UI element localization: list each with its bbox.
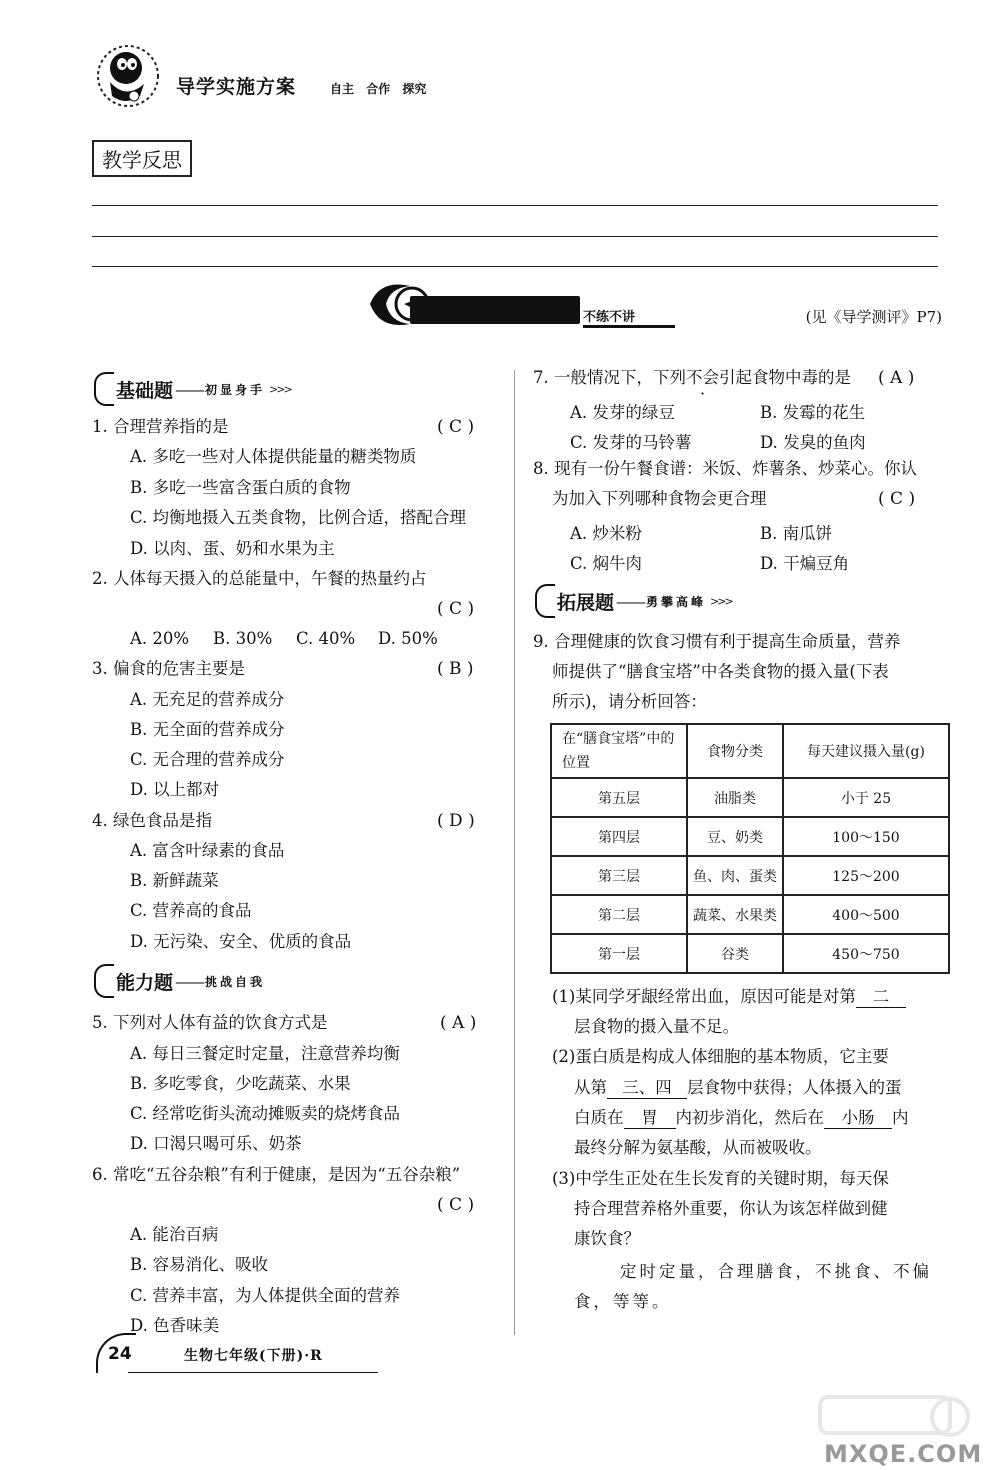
option: C. 焖牛肉 [570,554,643,573]
answer: ( A ) [440,1013,477,1033]
table-header-row [551,724,949,778]
option: B. 多吃一些富含蛋白质的食物 [130,478,351,497]
table-cell: 125～200 [783,856,949,895]
table-cell: 蔬菜、水果类 [687,895,783,934]
table-cell: 100～150 [783,817,949,856]
section-subtitle: 勇攀高峰 [646,594,707,609]
option: B. 30% [213,629,273,648]
section-dash: —— [175,379,204,399]
footer-rule [128,1372,378,1373]
option: D. 口渴只喝可乐、奶茶 [130,1134,302,1153]
column-divider [514,370,515,1335]
option: D. 50% [378,629,438,648]
fill-blank: 二 [856,987,906,1008]
question-stem: 所示)，请分析回答： [552,692,707,711]
section-subtitle: 初显身手 [205,382,266,397]
option: A. 炒米粉 [570,524,642,543]
section-header-basic [94,372,291,406]
option: D. 以上都对 [130,780,220,799]
answer: ( C ) [437,417,475,437]
table-row [551,934,949,973]
sub-question-3-cont: 康饮食？ [574,1229,640,1248]
brand-title: 导学实施方案 [176,76,297,98]
table-header: 在“膳食宝塔”中的位置 [551,724,687,778]
table-cell: 第四层 [551,817,687,856]
option: D. 发臭的鱼肉 [760,433,866,452]
sub-question-2-cont: 从第 三、四 层食物中获得；人体摄入的蛋 [574,1078,902,1097]
option: D. 以肉、蛋、奶和水果为主 [130,539,335,558]
section-title: 基础题 [116,379,174,402]
option: D. 色香味美 [130,1316,220,1335]
reflection-line [92,236,938,237]
chevrons-icon: >>> [269,382,291,396]
option: C. 营养丰富，为人体提供全面的营养 [130,1286,401,1305]
brand-tagline: 自主 合作 探究 [330,82,427,96]
option: A. 无充足的营养成分 [130,690,285,709]
page-number: 24 [108,1344,132,1364]
reflection-line [92,266,938,267]
table-cell: 谷类 [687,934,783,973]
option: B. 南瓜饼 [760,524,833,543]
question-stem: 2. 人体每天摄入的总能量中，午餐的热量约占 [92,569,427,588]
answer: ( A ) [878,368,915,388]
chevrons-icon: >>> [710,594,732,608]
reflection-label: 教学反思 [92,140,192,177]
table-cell: 450～750 [783,934,949,973]
book-title: 生物七年级(下册)·R [184,1348,323,1364]
option: A. 每日三餐定时定量，注意营养均衡 [130,1044,400,1063]
sub-question-2-cont: 白质在 胃 内初步消化，然后在 小肠 内 [574,1108,909,1127]
table-cell: 小于 25 [783,778,949,817]
fill-blank: 小肠 [824,1108,892,1129]
section-header-ability [94,964,265,998]
section-subtitle: 挑战自我 [205,974,266,989]
banner-label: 不练不讲 [583,306,675,328]
option: A. 20% [130,629,190,648]
section-curl-icon [94,372,114,406]
reflection-line [92,205,938,206]
option: C. 40% [296,629,356,648]
answer: ( B ) [437,659,474,679]
question-stem: 5. 下列对人体有益的饮食方式是 [92,1013,328,1032]
question-stem: 9. 合理健康的饮食习惯有利于提高生命质量，营养 [533,632,901,651]
table-header: 食物分类 [687,724,783,778]
table-cell: 鱼、肉、蛋类 [687,856,783,895]
table-cell: 400～500 [783,895,949,934]
table-cell: 油脂类 [687,778,783,817]
answer: ( D ) [437,811,475,831]
question-stem: 8. 现有一份午餐食谱：米饭、炸薯条、炒菜心。你认 [533,459,917,478]
section-curl-icon [535,584,555,618]
answer: ( C ) [437,1195,475,1215]
option: A. 发芽的绿豆 [570,403,675,422]
table-cell: 第二层 [551,895,687,934]
fill-blank: 三、四 [607,1078,687,1099]
banner-bar [410,296,580,324]
answer: ( C ) [878,489,916,509]
sub-question-1-cont: 层食物的摄入量不足。 [574,1017,739,1036]
handwritten-answer: 定时定量，合理膳食，不挑食、不偏 [620,1262,932,1281]
section-dash: —— [175,971,204,991]
sub-question-2-cont: 最终分解为氨基酸，从而被吸收。 [574,1138,822,1157]
option: B. 发霉的花生 [760,403,866,422]
table-cell: 第五层 [551,778,687,817]
table-cell: 豆、奶类 [687,817,783,856]
table-row [551,895,949,934]
handwritten-answer: 食，等等。 [574,1292,672,1311]
food-pyramid-table [550,723,950,974]
option: C. 经常吃街头流动摊贩卖的烧烤食品 [130,1104,401,1123]
sub-question-1: (1)某同学牙龈经常出血，原因可能是对第 二 [552,987,906,1008]
question-stem: 6. 常吃“五谷杂粮”有利于健康，是因为“五谷杂粮” [92,1165,461,1184]
option: C. 发芽的马铃薯 [570,433,692,452]
option: B. 容易消化、吸收 [130,1255,269,1274]
option: A. 富含叶绿素的食品 [130,841,285,860]
option: B. 多吃零食，少吃蔬菜、水果 [130,1074,351,1093]
section-title: 拓展题 [557,591,615,614]
section-dash: —— [616,591,645,611]
option: C. 营养高的食品 [130,901,252,920]
option: D. 无污染、安全、优质的食品 [130,932,352,951]
question-stem: 师提供了“膳食宝塔”中各类食物的摄入量(下表 [552,662,889,681]
option: D. 干煸豆角 [760,554,850,573]
answer: ( C ) [437,599,475,619]
sub-question-2: (2)蛋白质是构成人体细胞的基本物质，它主要 [552,1047,889,1066]
table-header: 每天建议摄入量(g) [783,724,949,778]
table-cell: 第一层 [551,934,687,973]
question-stem: 4. 绿色食品是指 [92,811,212,830]
question-stem: 1. 合理营养指的是 [92,417,229,436]
table-row [551,856,949,895]
emphasis-text: 不会 [686,368,719,387]
banner-reference: (见《导学测评》P7) [805,308,942,326]
section-title: 能力题 [116,971,174,994]
sub-question-3-cont: 持合理营养格外重要，你认为该怎样做到健 [574,1199,888,1218]
option: C. 无合理的营养成分 [130,750,285,769]
option: B. 无全面的营养成分 [130,720,285,739]
table-row [551,817,949,856]
option: A. 多吃一些对人体提供能量的糖类物质 [130,447,417,466]
table-cell: 第三层 [551,856,687,895]
section-header-extension [535,584,732,618]
question-stem: 7. 一般情况下，下列不会引起食物中毒的是 [533,368,851,387]
option: C. 均衡地摄入五类食物，比例合适，搭配合理 [130,508,467,527]
section-curl-icon [94,964,114,998]
fill-blank: 胃 [624,1108,676,1129]
question-stem: 为加入下列哪种食物会更合理 [552,489,767,508]
table-row [551,778,949,817]
watermark-text: MXQE.COM [824,1440,983,1468]
option: B. 新鲜蔬菜 [130,871,219,890]
question-stem: 3. 偏食的危害主要是 [92,659,245,678]
option: A. 能治百病 [130,1225,219,1244]
mascot-logo-icon [88,38,168,110]
sub-question-3: (3)中学生正处在生长发育的关键时期，每天保 [552,1169,889,1188]
